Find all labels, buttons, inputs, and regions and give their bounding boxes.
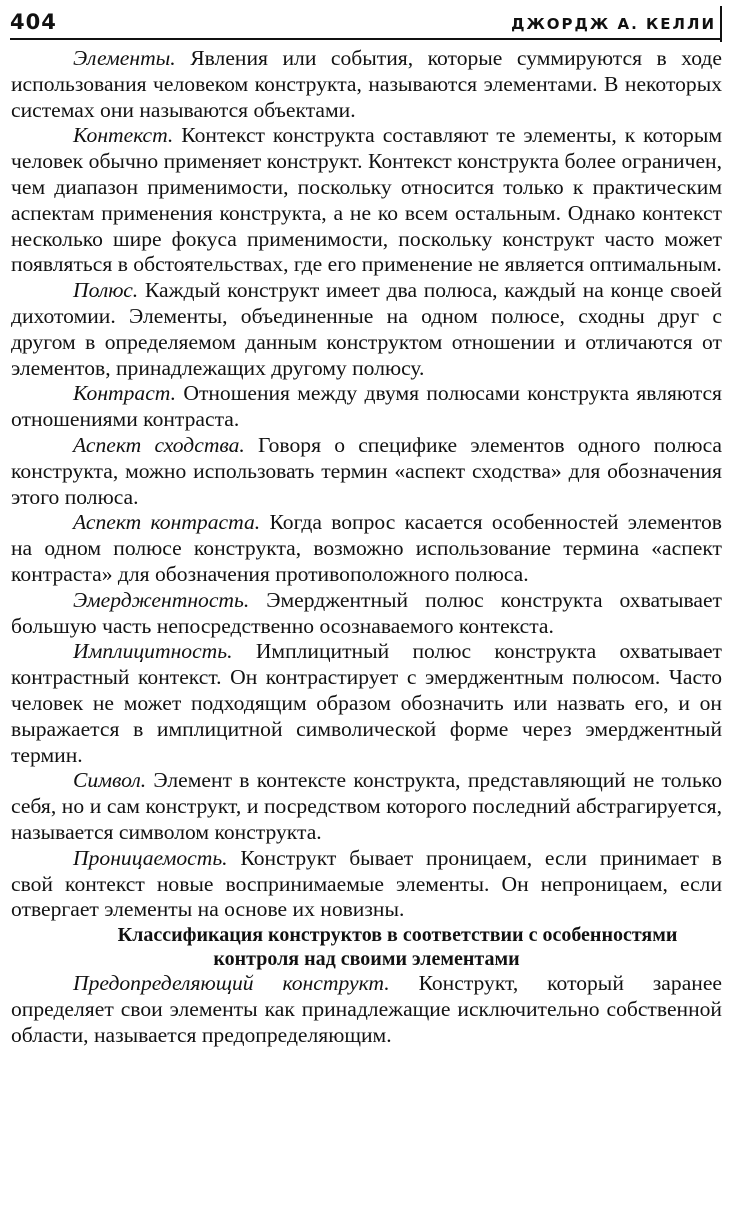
definition-paragraph [11, 971, 722, 1048]
definition-term: Аспект сходства. [73, 432, 245, 457]
definition-term: Элементы. [73, 46, 176, 70]
definition-text: Каждый конструкт имеет два полюса, каждый на конце своей дихотомии. Элементы, объединенные на одном полюсе, сходны друг с другом в определяемом данным конструктом отношении и отличаются от элементов, принадлежащих другому полюсу. [11, 278, 722, 380]
definition-term: Эмерджентность. [73, 587, 250, 612]
definition-paragraph [11, 588, 722, 640]
definition-paragraph [11, 381, 722, 433]
section-heading: Классификация конструктов в соответствии с особенностями контроля над своими элементами [117, 924, 678, 971]
definition-term: Аспект контраста. [73, 510, 261, 535]
page-number: 404 [10, 10, 57, 34]
definition-text: Имплицитный полюс конструкта охватывает контрастный контекст. Он контрастирует с эмерджентным полюсом. Часто человек не может подходящим образом обозначить или назвать его, и он выражается в имплицитной символической форме через эмерджентный термин. [11, 639, 722, 767]
definition-paragraph [11, 433, 722, 510]
definition-text: Контекст конструкта составляют те элементы, к которым человек обычно применяет конструкт. Контекст конструкта более ограничен, чем диапазон применимости, поскольку относится только к практическим аспектам применения конструкта, а не ко всем остальным. Однако контекст несколько шире фокуса применимости, поскольку конструкт часто может появляться в обстоятельствах, где его применение не является оптимальным. [11, 123, 722, 277]
definition-text: Элемент в контексте конструкта, представляющий не только себя, но и сам конструкт, и посредством которого последний абстрагируется, называется символом конструкта. [11, 768, 722, 844]
definition-text: Говоря о специфике элементов одного полюса конструкта, можно использовать термин «аспект сходства» для обозначения этого полюса. [11, 432, 722, 509]
definition-term: Контраст. [73, 381, 177, 406]
definition-term: Полюс. [73, 278, 139, 303]
header-vertical-rule [720, 6, 722, 42]
definition-paragraph [11, 510, 722, 587]
definition-paragraph [11, 46, 722, 123]
definition-term: Имплицитность. [73, 639, 233, 664]
definition-text: Отношения между двумя полюсами конструкта являются отношениями контраста. [11, 381, 722, 432]
definition-text: Конструкт бывает проницаем, если принимает в свой контекст новые воспринимаемые элементы. Он непроницаем, если отвергает элементы на основе их новизны. [11, 845, 722, 922]
definition-paragraph [11, 639, 722, 768]
running-head: ДЖОРДЖ А. КЕЛЛИ [511, 15, 716, 33]
definition-term: Проницаемость. [73, 845, 228, 870]
definition-text: Когда вопрос касается особенностей элементов на одном полюсе конструкта, возможно использование термина «аспект контраста» для обозначения противоположного полюса. [11, 510, 722, 586]
definition-text: Явления или события, которые суммируются в ходе использования человеком конструкта, называются элементами. В некоторых системах они называются объектами. [11, 46, 722, 122]
definition-paragraph [11, 846, 722, 923]
definition-term: Контекст. [73, 123, 174, 148]
definition-text: Эмерджентный полюс конструкта охватывает большую часть непосредственно осознаваемого контекста. [11, 587, 722, 638]
definition-term: Предопределяющий конструкт. [73, 971, 390, 996]
page-header [10, 6, 722, 40]
definition-term: Символ. [73, 768, 147, 793]
page-body [11, 46, 722, 1048]
definition-text: Конструкт, который заранее определяет свои элементы как принадлежащие исключительно собственной области, называется предопределяющим. [11, 971, 723, 1047]
definition-paragraph [11, 123, 722, 278]
definition-paragraph [11, 278, 722, 381]
definition-paragraph [11, 768, 722, 845]
